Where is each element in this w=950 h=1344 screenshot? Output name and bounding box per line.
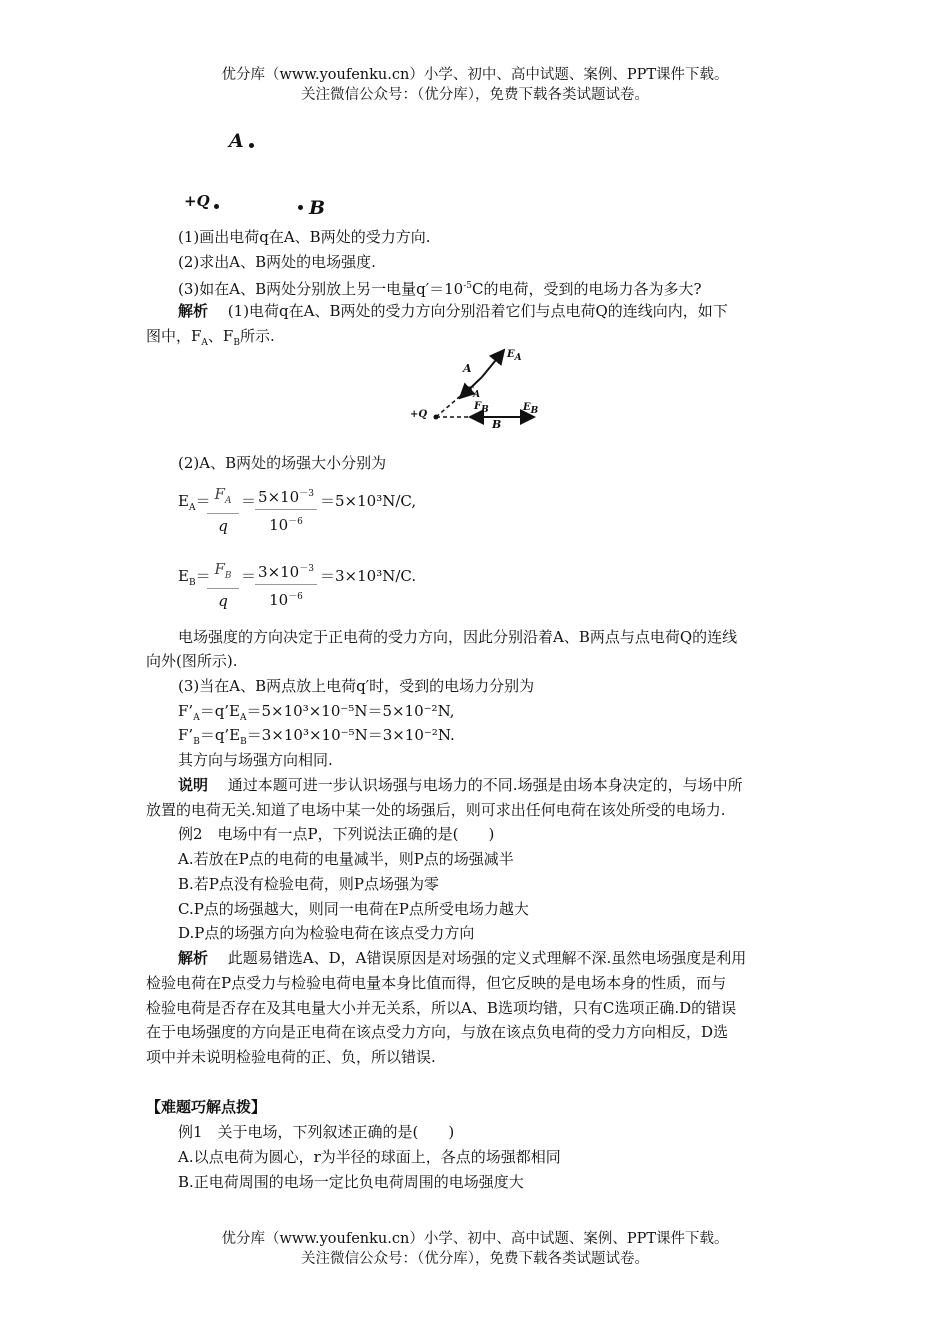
note-line-2: 放置的电荷无关.知道了电场中某一处的场强后，则可求出任何电荷在该处所受的电场力. (146, 801, 726, 819)
arrow-ea (482, 350, 504, 377)
note-line-1: 说明 通过本题可进一步认识场强与电场力的不同.场强是由场本身决定的，与场中所 (178, 776, 743, 794)
ea-fraction-1: $\frac{F_A}{q}$ (207, 482, 239, 538)
point-a-label: A (229, 130, 244, 152)
label-ea: $E_A$ (507, 349, 522, 363)
ea-lhs: $E_A=$ (178, 492, 211, 513)
ea-eq2: ＝ (241, 492, 257, 510)
section-title: 【难题巧解点拨】 (146, 1098, 267, 1116)
example2-option-c: C.P点的场强越大，则同一电荷在P点所受电场力越大 (178, 900, 529, 918)
question-2: (2)求出A、B两处的电场强度. (178, 253, 376, 271)
example2-stem: 例2 电场中有一点P，下列说法正确的是( ) (178, 825, 495, 843)
analysis-2-line-5: 项中并未说明检验电荷的正、负，所以错误. (146, 1048, 436, 1066)
eb-fraction-2: $\frac{3\times 10^{-3}}{10^{-6}}$ (255, 557, 317, 612)
example2-option-a: A.若放在P点的电荷的电量减半，则P点的场强减半 (178, 850, 514, 868)
point-b-label: B (309, 197, 326, 219)
part3-fa: $F’_A=q’E_A=5\times 10^3\times 10^{-5}N=5\times 10^{-2}N$, (178, 702, 455, 723)
analysis-2-line-4: 在于电场强度的方向是正电荷在该点受力方向，与放在该点负电荷的受力方向相反，D选 (146, 1023, 729, 1041)
question-3: (3)如在A、B两处分别放上另一电量$q'=10^{-5}C$的电荷，受到的电场力各为多大? (178, 280, 702, 298)
analysis-2-line-3: 检验电荷是否存在及其电量大小并无关系，所以A、B选项均错，只有C选项正确.D的错误 (146, 999, 737, 1017)
header-line-2: 关注微信公众号：（优分库），免费下载各类试题试卷。 (301, 87, 649, 103)
footer-line-2: 关注微信公众号：（优分库），免费下载各类试题试卷。 (301, 1251, 649, 1267)
question-1: (1)画出电荷q在A、B两处的受力方向. (178, 228, 431, 246)
example2-option-d: D.P点的场强方向为检验电荷在该点受力方向 (178, 924, 475, 942)
analysis-1-line-2: 图中，$F_A$、$F_B$所示. (146, 327, 275, 348)
eb-result: ＝3×10³N/C. (320, 567, 417, 585)
label-q: +Q (410, 409, 428, 420)
label-eb: $E_B$ (523, 402, 539, 416)
label-fa: $F_A$ (466, 386, 481, 400)
label-b: B (492, 418, 502, 431)
direction-line-1: 电场强度的方向决定于正电荷的受力方向，因此分别沿着A、B两点与点电荷Q的连线 (178, 628, 738, 646)
section-option-a: A.以点电荷为圆心，r为半径的球面上，各点的场强都相同 (178, 1148, 561, 1166)
charge-q-label: +Q (184, 192, 210, 210)
charge-q-dot (214, 204, 219, 209)
analysis-1-line-1: 解析 (1)电荷q在A、B两处的受力方向分别沿着它们与点电荷Q的连线向内，如下 (178, 302, 728, 320)
analysis-2-line-1: 解析 此题易错选A、D，A错误原因是对场强的定义式理解不深.虽然电场强度是利用 (178, 949, 747, 967)
eb-lhs: $E_B=$ (178, 567, 211, 588)
ea-fraction-2: $\frac{5\times 10^{-3}}{10^{-6}}$ (255, 482, 317, 537)
point-b-dot (298, 205, 303, 210)
footer-line-1: 优分库（www.youfenku.cn）小学、初中、高中试题、案例、PPT课件下载。 (221, 1231, 729, 1247)
part3-same: 其方向与场强方向相同. (178, 751, 333, 769)
eb-eq2: ＝ (241, 567, 257, 585)
direction-line-2: 向外(图所示). (146, 652, 238, 670)
section-example1-stem: 例1 关于电场，下列叙述正确的是( ) (178, 1123, 455, 1141)
part3-fb: $F’_B=q’E_B=3\times 10^3\times 10^{-5}N=3\times 10^{-2}N$. (178, 726, 455, 747)
ea-result: ＝5×10³N/C, (320, 492, 417, 510)
point-a-dot (249, 143, 254, 148)
part3-intro: (3)当在A、B两点放上电荷q′时，受到的电场力分别为 (178, 677, 535, 695)
analysis-2-line-2: 检验电荷在P点受力与检验电荷电量本身比值而得，但它反映的是电场本身的性质，而与 (146, 974, 727, 992)
header-line-1: 优分库（www.youfenku.cn）小学、初中、高中试题、案例、PPT课件下载。 (221, 67, 729, 83)
label-a: A (463, 362, 472, 375)
part2-intro: (2)A、B两处的场强大小分别为 (178, 454, 387, 472)
label-fb: $F_B$ (474, 401, 489, 415)
example2-option-b: B.若P点没有检验电荷，则P点场强为零 (178, 875, 439, 893)
charge-q-point (434, 415, 439, 420)
eb-fraction-1: $\frac{F_B}{q}$ (207, 557, 239, 613)
section-option-b: B.正电荷周围的电场一定比负电荷周围的电场强度大 (178, 1173, 524, 1191)
